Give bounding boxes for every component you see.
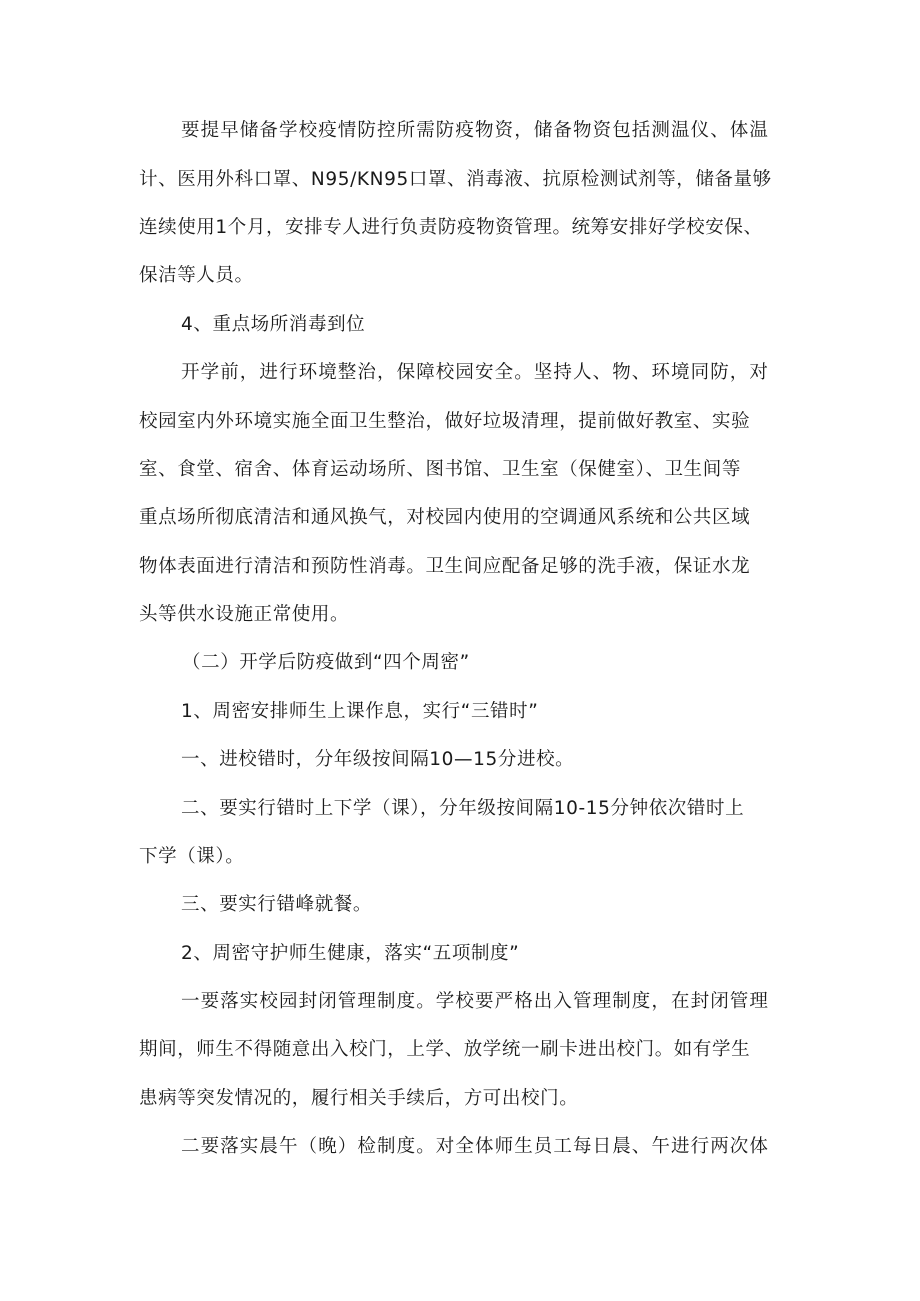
section-heading: （二）开学后防疫做到“四个周密” bbox=[182, 652, 470, 673]
section-heading: 2、周密守护师生健康，落实“五项制度” bbox=[181, 943, 520, 964]
paragraph-line: 开学前，进行环境整治，保障校园安全。坚持人、物、环境同防，对 bbox=[181, 362, 770, 383]
paragraph-line: 一要落实校园封闭管理制度。学校要严格出入管理制度，在封闭管理 bbox=[181, 991, 770, 1012]
paragraph-line: 三、要实行错峰就餐。 bbox=[181, 894, 373, 915]
paragraph-line: 二要落实晨午（晚）检制度。对全体师生员工每日晨、午进行两次体 bbox=[181, 1136, 770, 1157]
paragraph-line: 期间，师生不得随意出入校门，上学、放学统一刷卡进出校门。如有学生 bbox=[139, 1039, 751, 1060]
paragraph-line: 保洁等人员。 bbox=[139, 265, 254, 286]
paragraph-line: 计、医用外科口罩、N95/KN95口罩、消毒液、抗原检测试剂等，储备量够 bbox=[139, 169, 772, 190]
paragraph-line: 校园室内外环境实施全面卫生整治，做好垃圾清理，提前做好教室、实验 bbox=[139, 411, 751, 432]
section-heading: 4、重点场所消毒到位 bbox=[181, 314, 366, 335]
paragraph-line: 一、进校错时，分年级按间隔10—15分进校。 bbox=[181, 749, 575, 770]
paragraph-line: 物体表面进行清洁和预防性消毒。卫生间应配备足够的洗手液，保证水龙 bbox=[139, 556, 751, 577]
paragraph-line: 连续使用1个月，安排专人进行负责防疫物资管理。统筹安排好学校安保、 bbox=[139, 217, 763, 238]
paragraph-line: 重点场所彻底清洁和通风换气，对校园内使用的空调通风系统和公共区域 bbox=[139, 507, 751, 528]
paragraph-line: 患病等突发情况的，履行相关手续后，方可出校门。 bbox=[139, 1088, 579, 1109]
section-heading: 1、周密安排师生上课作息，实行“三错时” bbox=[181, 701, 539, 722]
paragraph-line: 头等供水设施正常使用。 bbox=[139, 604, 350, 625]
paragraph-line: 要提早储备学校疫情防控所需防疫物资，储备物资包括测温仪、体温 bbox=[181, 120, 770, 141]
paragraph-line: 二、要实行错时上下学（课），分年级按间隔10-15分钟依次错时上 bbox=[181, 798, 745, 819]
paragraph-line: 室、食堂、宿舍、体育运动场所、图书馆、卫生室（保健室）、卫生间等 bbox=[139, 459, 741, 480]
paragraph-line: 下学（课）。 bbox=[139, 846, 245, 867]
